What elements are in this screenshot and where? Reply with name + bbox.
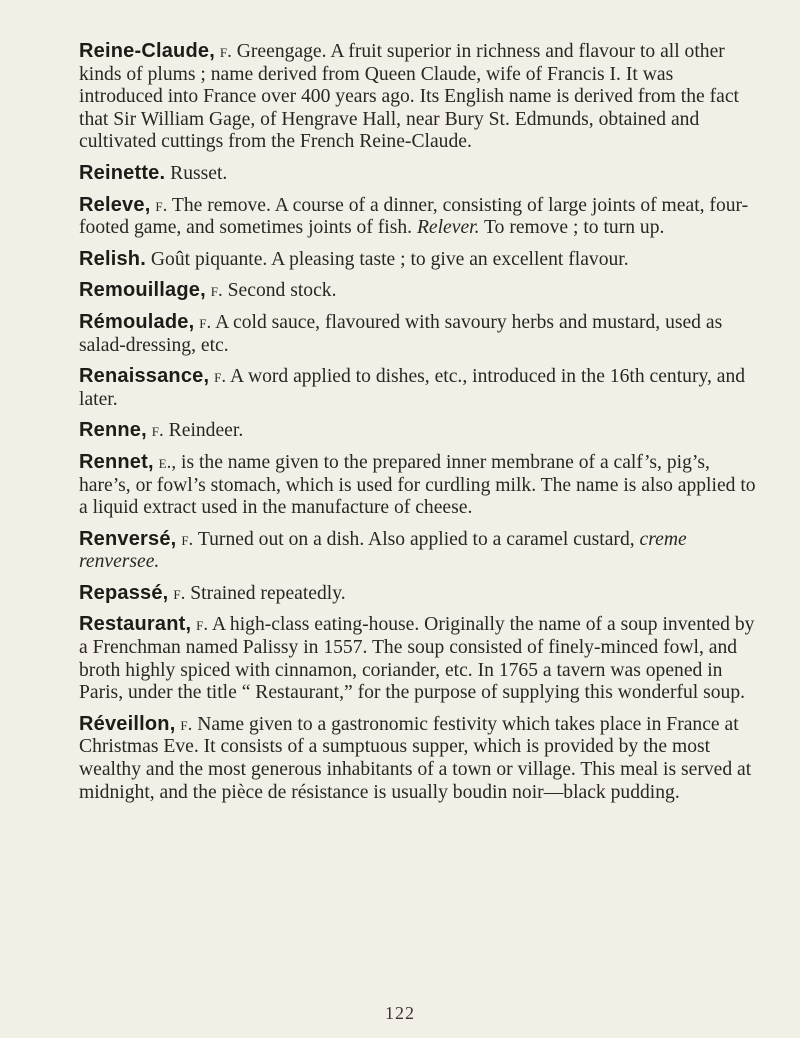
dictionary-entry: [79, 419, 759, 443]
entry-headword: Reine-Claude,: [79, 40, 215, 62]
entry-definition: Goût piquante. A pleasing taste ; to give an excellent flavour.: [145, 248, 629, 270]
dictionary-entry: [79, 528, 759, 574]
entry-language-tag: f.: [181, 528, 194, 550]
entry-headword: Réveillon,: [79, 712, 176, 735]
entry-definition: A high-class eating-house. Originally the name of a soup invented by a Frenchman named Palissy in 1557. The soup consisted of finely-minced fowl, and broth highly spiced with cinnamon, coriander, etc. In 1765 a tavern was opened in Paris, under the title “ Restaurant,” for the purpose of supplying this wonderful soup.: [79, 614, 755, 704]
entry-language-tag: f.: [151, 420, 164, 442]
entry-definition: Russet.: [165, 162, 228, 184]
entry-language-tag: f.: [219, 41, 232, 62]
dictionary-entry: [79, 582, 759, 606]
entry-headword: Renversé,: [79, 527, 177, 550]
entry-headword: Rennet,: [79, 450, 154, 473]
entry-italic-term: Relever.: [416, 217, 480, 239]
dictionary-entry: [79, 365, 759, 411]
dictionary-entry: [79, 451, 759, 520]
entry-definition: Greengage. A fruit superior in richness and flavour to all other kinds of plums ; name derived from Queen Claude, wife of Francis I. It was introduced into France over 400 years ago. Its English name is derived from the fact that Sir William Gage, of Hengrave Hall, near Bury St. Edmunds, obtained and cultivated cuttings from the French Reine-Claude.: [79, 41, 739, 153]
entry-definition: Second stock.: [222, 280, 337, 302]
entry-definition: Strained repeatedly.: [185, 582, 346, 604]
dictionary-entry: [79, 248, 759, 272]
entry-headword: Reinette.: [79, 161, 166, 184]
entry-headword: Restaurant,: [79, 613, 192, 636]
entry-headword: Renaissance,: [79, 365, 210, 388]
entry-definition: Reindeer.: [163, 420, 244, 442]
dictionary-entry: [79, 162, 759, 186]
entry-definition: Turned out on a dish. Also applied to a caramel custard,: [193, 528, 640, 550]
entry-headword: Releve,: [79, 193, 151, 216]
entry-language-tag: f.: [155, 194, 168, 216]
entry-language-tag: f.: [210, 280, 223, 302]
entry-definition: is the name given to the prepared inner membrane of a calf’s, pig’s, hare’s, or fowl’s stomach, which is used for curdling milk. The name is also applied to a liquid extract used in the manufacture of cheese.: [79, 451, 756, 519]
entry-language-tag: e.,: [158, 451, 177, 473]
entry-list: [79, 40, 759, 812]
dictionary-entry: [79, 311, 759, 357]
entry-language-tag: f.: [196, 614, 209, 636]
dictionary-entry: [79, 713, 759, 804]
entry-headword: Rémoulade,: [79, 310, 195, 333]
entry-headword: Remouillage,: [79, 279, 206, 302]
entry-italic-term: creme renversee.: [79, 528, 687, 573]
entry-language-tag: f.: [199, 311, 212, 333]
entry-definition: The remove. A course of a dinner, consisting of large joints of meat, four-footed game, and sometimes joints of fish.: [79, 194, 749, 239]
entry-headword: Relish.: [79, 247, 146, 270]
entry-headword: Repassé,: [79, 581, 169, 604]
entry-definition: Name given to a gastronomic festivity which takes place in France at Christmas Eve. It consists of a sumptuous supper, which is provided by the most wealthy and the most generous inhabitants of a town or village. This meal is served at midnight, and the pièce de résistance is usually boudin noir—black pudding.: [79, 713, 752, 803]
entry-language-tag: f.: [214, 366, 227, 388]
entry-definition: To remove ; to turn up.: [479, 217, 665, 239]
entry-definition: A word applied to dishes, etc., introduced in the 16th century, and later.: [79, 366, 746, 410]
entry-headword: Renne,: [79, 419, 147, 442]
dictionary-entry: [79, 40, 759, 154]
page-number: 122: [385, 1003, 415, 1023]
entry-language-tag: f.: [173, 582, 186, 604]
entry-definition: A cold sauce, flavoured with savoury herbs and mustard, used as salad-dressing, etc.: [79, 311, 723, 356]
entry-language-tag: f.: [180, 713, 193, 735]
dictionary-entry: [79, 279, 759, 303]
dictionary-entry: [79, 613, 759, 704]
dictionary-entry: [79, 194, 759, 240]
